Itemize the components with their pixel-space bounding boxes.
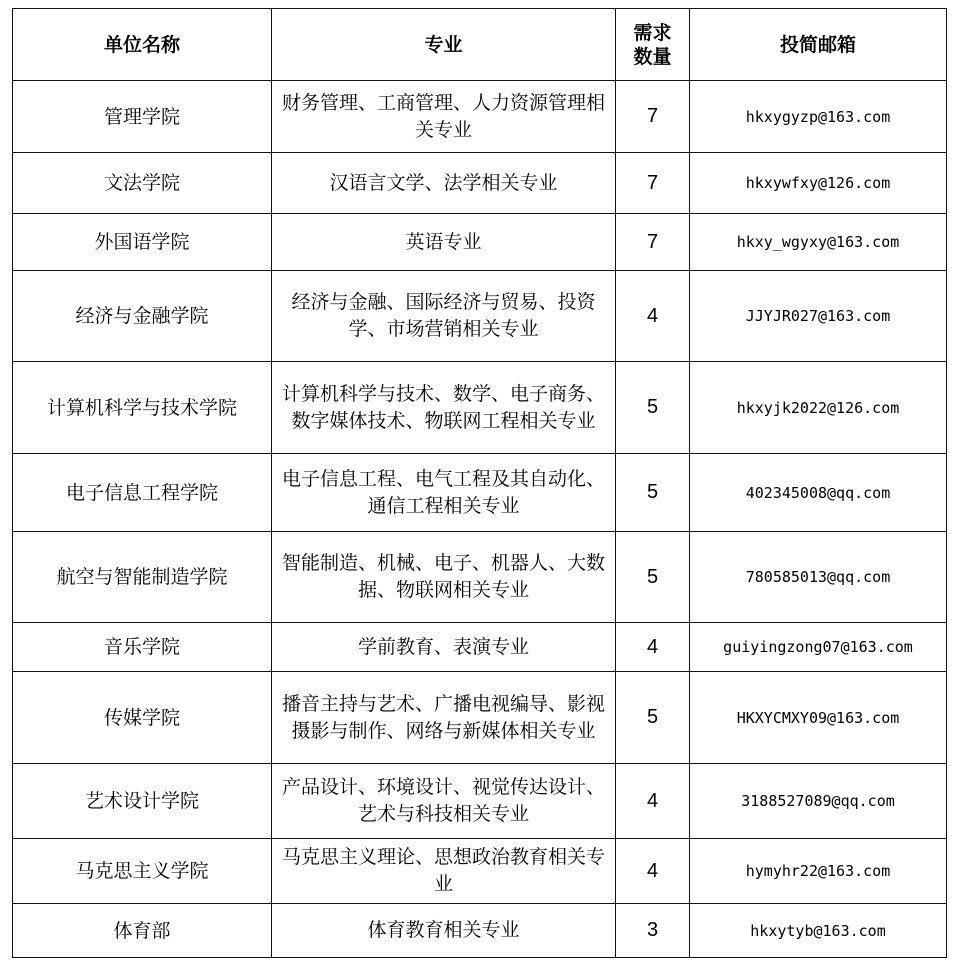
major-cell: 电子信息工程、电气工程及其自动化、通信工程相关专业	[272, 454, 616, 532]
major-cell: 智能制造、机械、电子、机器人、大数据、物联网相关专业	[272, 532, 616, 623]
table-row	[13, 153, 947, 214]
unit-name-cell: 管理学院	[13, 81, 272, 153]
email-cell[interactable]: hkxy_wgyxy@163.com	[690, 214, 947, 271]
unit-name-cell: 文法学院	[13, 153, 272, 214]
header-resume-email: 投简邮箱	[690, 9, 947, 81]
unit-name-cell: 音乐学院	[13, 623, 272, 672]
email-cell[interactable]: hkxytyb@163.com	[690, 904, 947, 958]
unit-name-cell: 计算机科学与技术学院	[13, 362, 272, 454]
demand-count-cell: 5	[616, 362, 690, 454]
table-header-row	[13, 9, 947, 81]
email-cell[interactable]: guiyingzong07@163.com	[690, 623, 947, 672]
unit-name-cell: 经济与金融学院	[13, 271, 272, 362]
unit-name-cell: 外国语学院	[13, 214, 272, 271]
demand-count-cell: 5	[616, 672, 690, 764]
email-cell[interactable]: 780585013@qq.com	[690, 532, 947, 623]
table-row	[13, 904, 947, 958]
demand-count-cell: 4	[616, 764, 690, 839]
email-cell[interactable]: hkxywfxy@126.com	[690, 153, 947, 214]
email-cell[interactable]: hkxygyzp@163.com	[690, 81, 947, 153]
header-demand-count: 需求 数量	[616, 9, 690, 81]
major-cell: 马克思主义理论、思想政治教育相关专业	[272, 839, 616, 904]
demand-count-cell: 3	[616, 904, 690, 958]
table-row	[13, 839, 947, 904]
unit-name-cell: 艺术设计学院	[13, 764, 272, 839]
unit-name-cell: 电子信息工程学院	[13, 454, 272, 532]
major-cell: 体育教育相关专业	[272, 904, 616, 958]
major-cell: 学前教育、表演专业	[272, 623, 616, 672]
major-cell: 产品设计、环境设计、视觉传达设计、艺术与科技相关专业	[272, 764, 616, 839]
table-row	[13, 454, 947, 532]
demand-count-cell: 5	[616, 454, 690, 532]
demand-count-cell: 4	[616, 839, 690, 904]
demand-count-cell: 5	[616, 532, 690, 623]
demand-count-cell: 7	[616, 153, 690, 214]
email-cell[interactable]: JJYJR027@163.com	[690, 271, 947, 362]
table-row	[13, 214, 947, 271]
demand-count-cell: 4	[616, 271, 690, 362]
demand-count-cell: 7	[616, 81, 690, 153]
table-row	[13, 532, 947, 623]
unit-name-cell: 体育部	[13, 904, 272, 958]
unit-name-cell: 传媒学院	[13, 672, 272, 764]
table-row	[13, 623, 947, 672]
major-cell: 英语专业	[272, 214, 616, 271]
table-row	[13, 362, 947, 454]
major-cell: 计算机科学与技术、数学、电子商务、数字媒体技术、物联网工程相关专业	[272, 362, 616, 454]
table-row	[13, 672, 947, 764]
major-cell: 汉语言文学、法学相关专业	[272, 153, 616, 214]
table-row	[13, 764, 947, 839]
major-cell: 经济与金融、国际经济与贸易、投资学、市场营销相关专业	[272, 271, 616, 362]
email-cell[interactable]: hkxyjk2022@126.com	[690, 362, 947, 454]
table-row	[13, 271, 947, 362]
email-cell[interactable]: 3188527089@qq.com	[690, 764, 947, 839]
email-cell[interactable]: hymyhr22@163.com	[690, 839, 947, 904]
header-unit-name: 单位名称	[13, 9, 272, 81]
table-row	[13, 81, 947, 153]
major-cell: 播音主持与艺术、广播电视编导、影视摄影与制作、网络与新媒体相关专业	[272, 672, 616, 764]
header-major: 专业	[272, 9, 616, 81]
major-cell: 财务管理、工商管理、人力资源管理相关专业	[272, 81, 616, 153]
email-cell[interactable]: 402345008@qq.com	[690, 454, 947, 532]
recruitment-table	[12, 8, 947, 958]
demand-count-cell: 4	[616, 623, 690, 672]
demand-count-cell: 7	[616, 214, 690, 271]
email-cell[interactable]: HKXYCMXY09@163.com	[690, 672, 947, 764]
unit-name-cell: 马克思主义学院	[13, 839, 272, 904]
unit-name-cell: 航空与智能制造学院	[13, 532, 272, 623]
